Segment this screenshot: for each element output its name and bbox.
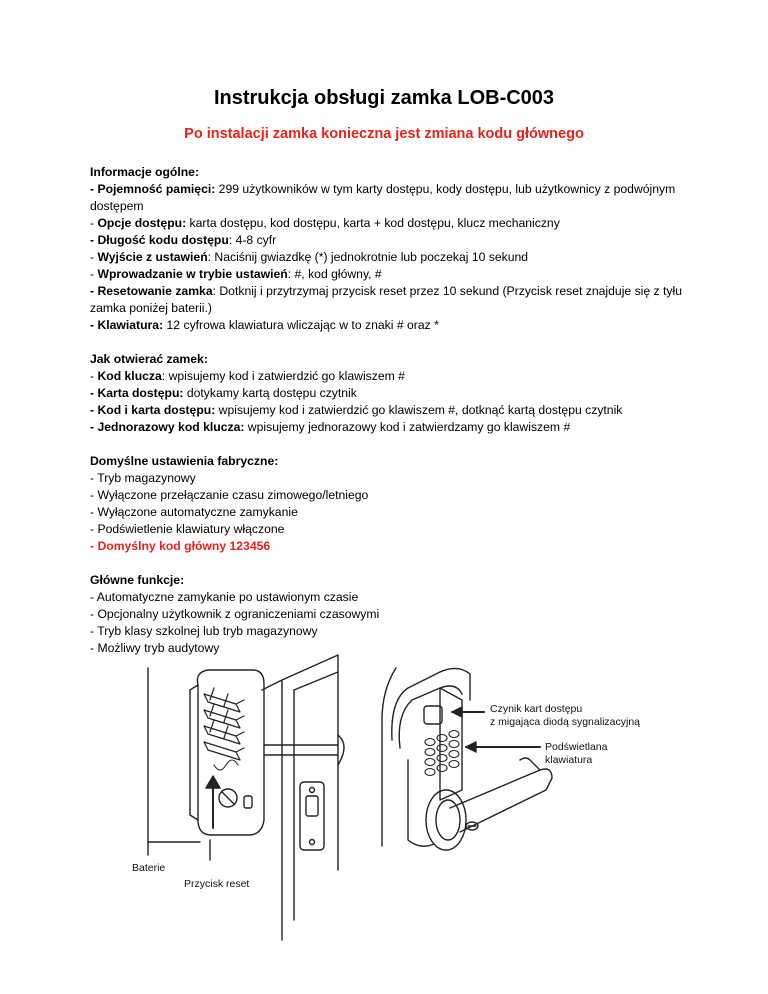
entry-prefix: - (90, 267, 98, 281)
reset-text: : Dotknij i przytrzymaj przycisk reset przez 10 sekund (Przycisk reset znajduje się z tyłu zamka poniżej baterii.) (90, 284, 682, 315)
keypad-text: 12 cyfrowa klawiatura wliczając w to znaki # oraz * (163, 318, 439, 332)
options-label: Opcje dostępu: (97, 216, 187, 230)
general-heading: Informacje ogólne: (90, 165, 200, 179)
options-text: karta dostępu, kod dostępu, karta + kod dostępu, klucz mechaniczny (186, 216, 560, 230)
document-body (90, 164, 685, 657)
general-exit (90, 249, 685, 266)
onetime-label: - Jednorazowy kod klucza: (90, 420, 245, 434)
general-keypad (90, 317, 685, 334)
defaults-item: - Wyłączone przełączanie czasu zimowego/letniego (90, 488, 369, 502)
exit-label: Wyjście z ustawień (97, 250, 208, 264)
memory-text: 299 użytkowników w tym karty dostępu, kody dostępu, lub użytkownicy z podwójnym dostępem (90, 182, 676, 213)
defaults-item: - Tryb magazynowy (90, 471, 196, 485)
entry-text: : #, kod główny, # (287, 267, 382, 281)
exit-text: : Naciśnij gwiazdkę (*) jednokrotnie lub poczekaj 10 sekund (207, 250, 529, 264)
label-keypad-1: Podświetlana (545, 741, 608, 753)
memory-label: - Pojemność pamięci: (90, 182, 216, 196)
keypad-drawing (425, 731, 459, 776)
length-label: - Długość kodu dostępu (90, 233, 229, 247)
label-card-reader-1: Czynik kart dostępu (490, 703, 583, 715)
codecard-label: - Kod i karta dostępu: (90, 403, 216, 417)
default-master-code: - Domyślny kod główny 123456 (90, 539, 271, 553)
functions-item: - Tryb klasy szkolnej lub tryb magazynowy (90, 624, 318, 638)
functions-heading: Główne funkcje: (90, 573, 185, 587)
general-entry (90, 266, 685, 283)
reset-label: - Resetowanie zamka (90, 284, 213, 298)
lock-back-drawing (148, 655, 344, 940)
open-heading: Jak otwierać zamek: (90, 352, 208, 366)
defaults-item: - Wyłączone automatyczne zamykanie (90, 505, 298, 519)
label-reset-button: Przycisk reset (184, 878, 250, 890)
label-batteries: Baterie (132, 862, 166, 874)
code-label: Kod klucza (97, 369, 162, 383)
lock-front-drawing (382, 668, 552, 850)
open-card (90, 385, 685, 402)
open-code (90, 368, 685, 385)
open-onetime (90, 419, 685, 436)
codecard-text: wpisujemy kod i zatwierdzić go klawiszem #, dotknąć kartą dostępu czytnik (215, 403, 623, 417)
code-prefix: - (90, 369, 98, 383)
general-reset (90, 283, 685, 317)
general-memory (90, 181, 685, 215)
open-codecard (90, 402, 685, 419)
general-length (90, 232, 685, 249)
functions-item: - Możliwy tryb audytowy (90, 641, 220, 655)
options-prefix: - (90, 216, 98, 230)
label-keypad-2: klawiatura (545, 754, 593, 766)
code-text: : wpisujemy kod i zatwierdzić go klawiszem # (161, 369, 405, 383)
length-text: : 4-8 cyfr (228, 233, 277, 247)
general-options (90, 215, 685, 232)
keypad-label: - Klawiatura: (90, 318, 164, 332)
functions-item: - Opcjonalny użytkownik z ograniczeniami czasowymi (90, 607, 380, 621)
warning-subtitle: Po instalacji zamka konieczna jest zmiana kodu głównego (184, 126, 584, 142)
defaults-item: - Podświetlenie klawiatury włączone (90, 522, 285, 536)
label-card-reader-2: z migająca diodą sygnalizacyjną (490, 716, 640, 728)
reset-button (219, 789, 237, 807)
functions-item: - Automatyczne zamykanie po ustawionym czasie (90, 590, 359, 604)
card-text: dotykamy kartą dostępu czytnik (183, 386, 357, 400)
battery-stack (204, 688, 244, 760)
entry-label: Wprowadzanie w trybie ustawień (97, 267, 288, 281)
exit-prefix: - (90, 250, 98, 264)
page-title: Instrukcja obsługi zamka LOB-C003 (213, 87, 555, 109)
onetime-text: wpisujemy jednorazowy kod i zatwierdzamy go klawiszem # (244, 420, 571, 434)
defaults-heading: Domyślne ustawienia fabryczne: (90, 454, 279, 468)
card-label: - Karta dostępu: (90, 386, 184, 400)
